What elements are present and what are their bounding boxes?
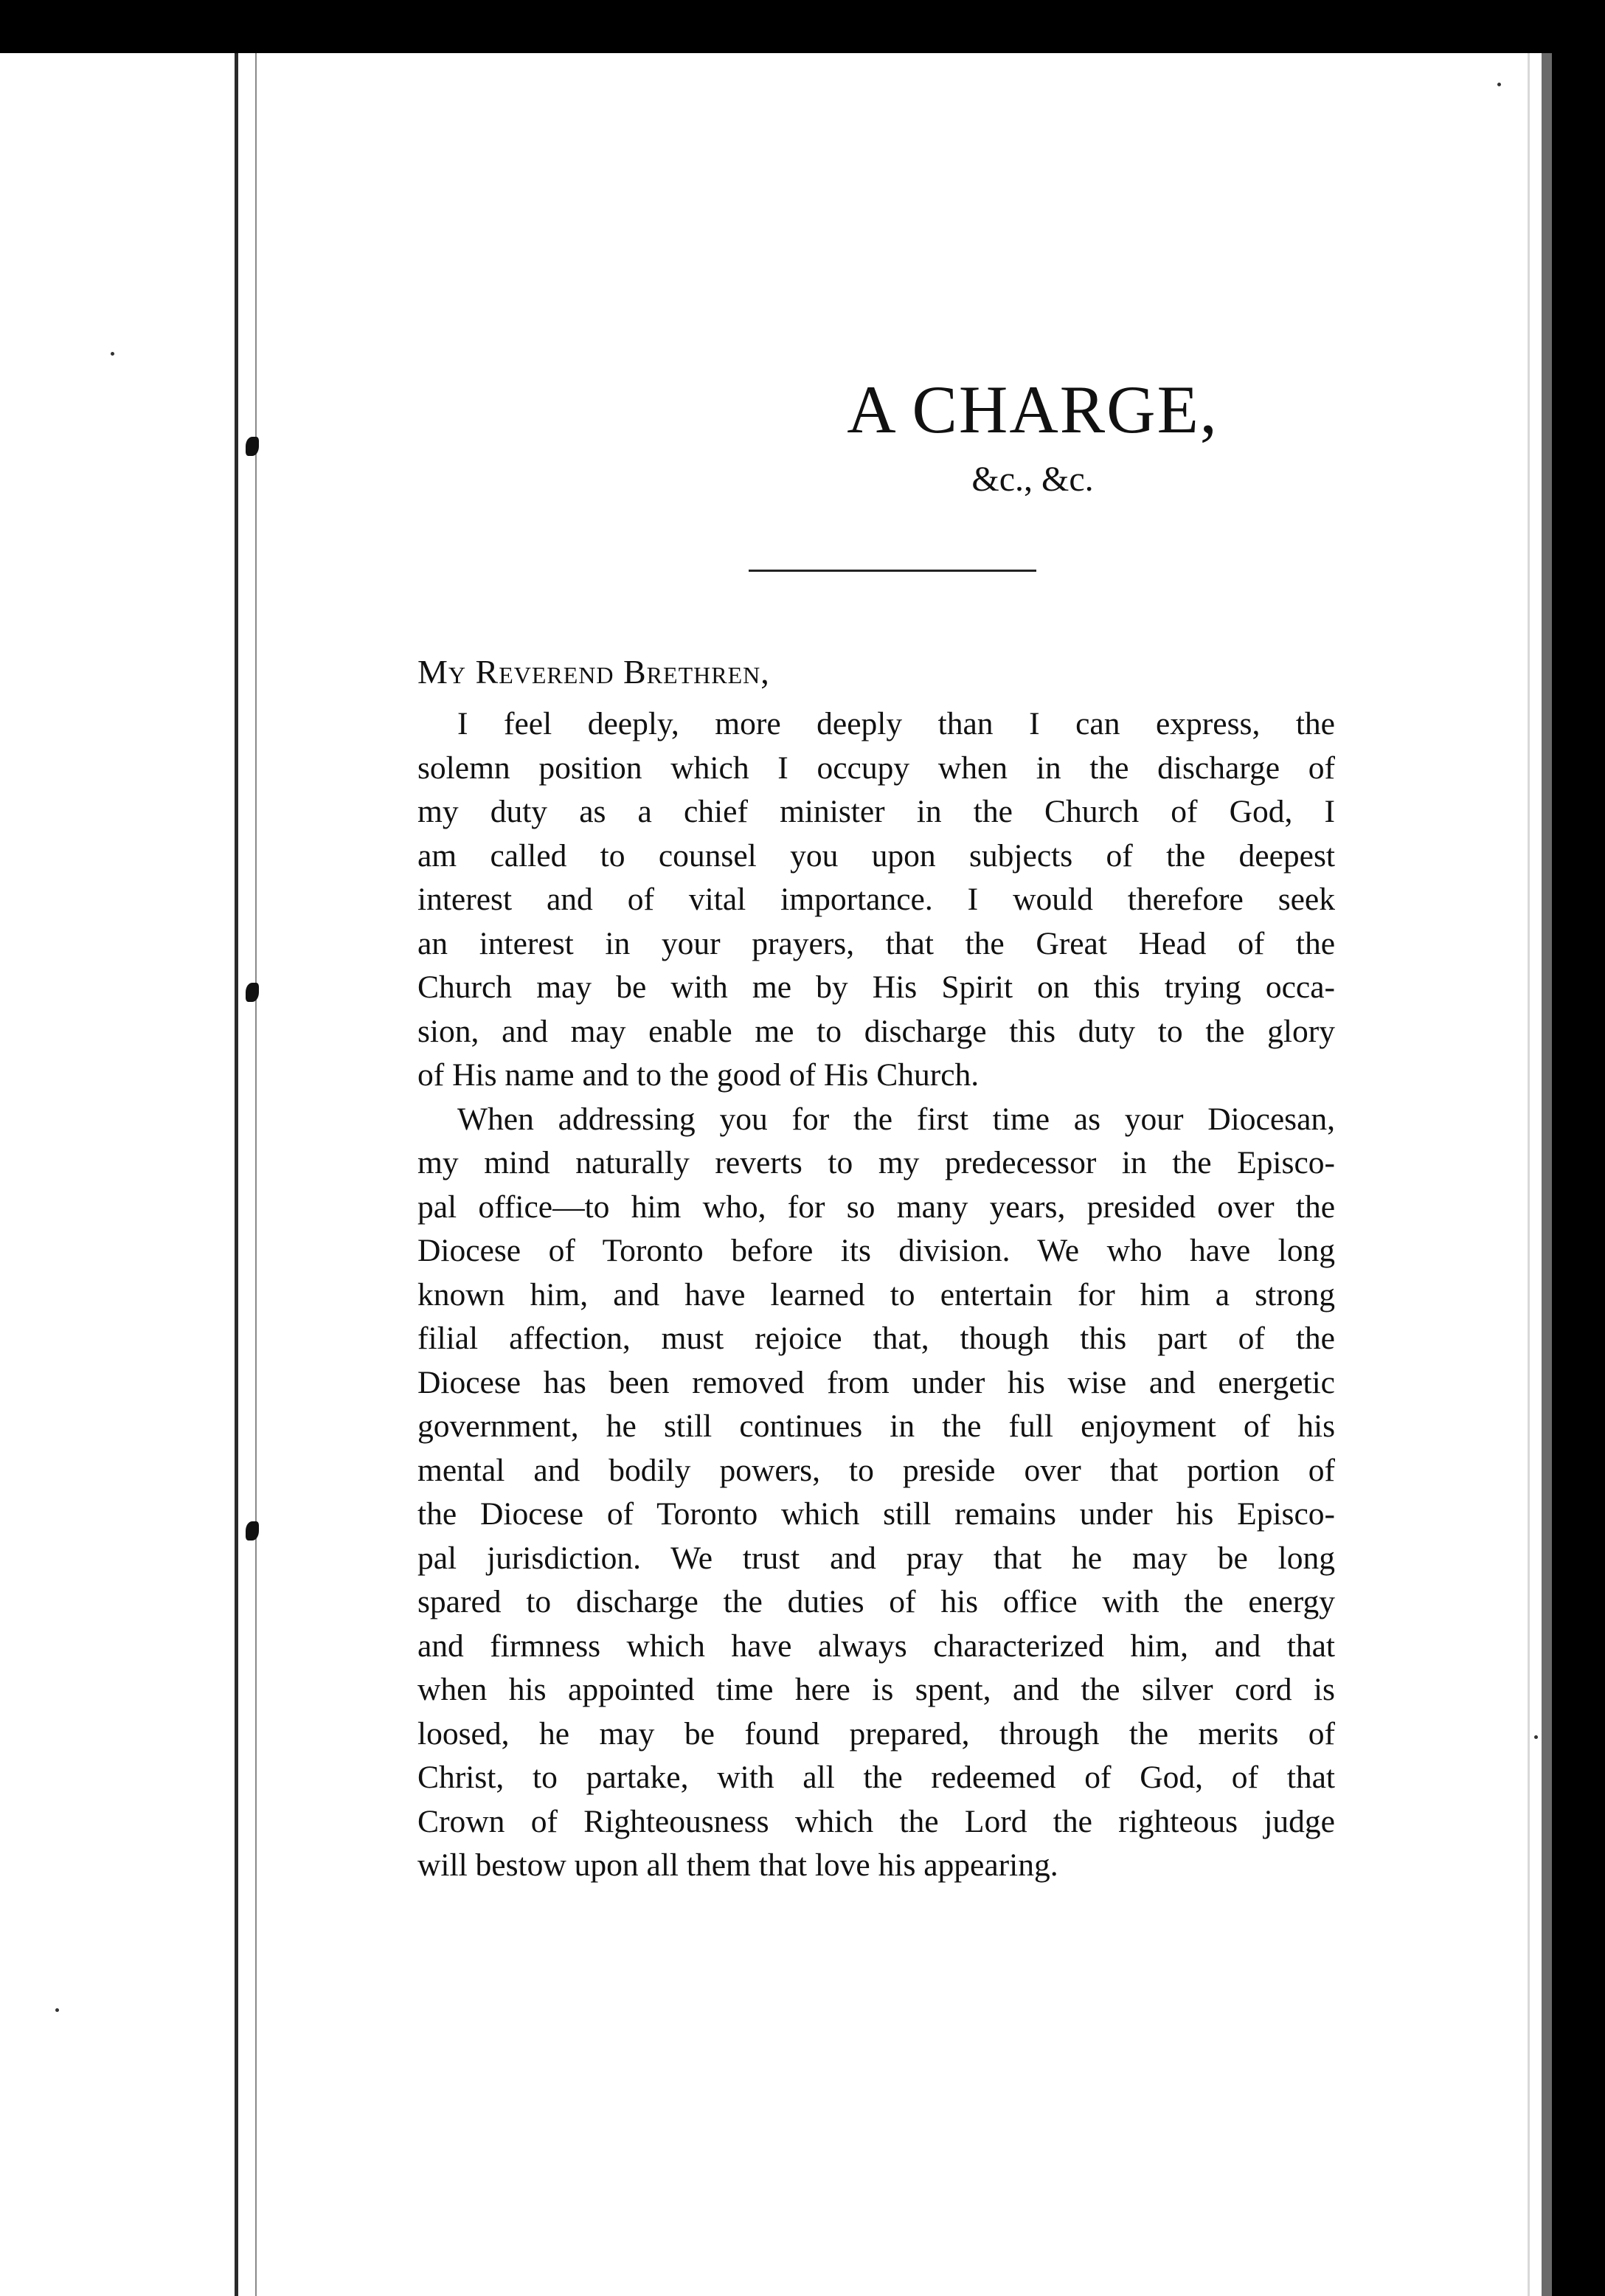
binding-stitch-mark — [246, 437, 259, 456]
text-line: pal office—to him who, for so many years, presided over the — [417, 1189, 1335, 1225]
binding-stitch-mark — [246, 1521, 259, 1541]
salutation: My Reverend Brethren, — [417, 653, 770, 691]
text-line: I feel deeply, more deeply than I can express, the — [457, 706, 1335, 741]
paper-speck — [1497, 83, 1501, 86]
text-line: Church may be with me by His Spirit on this trying occa- — [417, 969, 1335, 1005]
text-line: of His name and to the good of His Church. — [417, 1057, 980, 1093]
body-text — [417, 702, 1335, 1888]
page-outer-edge — [1542, 53, 1552, 2296]
text-line: mental and bodily powers, to preside over that portion of — [417, 1452, 1335, 1488]
text-line: am called to counsel you upon subjects of the deepest — [417, 837, 1335, 874]
text-line: Christ, to partake, with all the redeemed of God, of that — [417, 1760, 1335, 1795]
text-line: my mind naturally reverts to my predecessor in the Episco- — [417, 1145, 1335, 1180]
text-line: loosed, he may be found prepared, through the merits of — [417, 1715, 1335, 1752]
paper-speck — [111, 352, 114, 356]
text-line: Crown of Righteousness which the Lord the righteous judge — [417, 1803, 1335, 1839]
text-line: Diocese has been removed from under his wise and energetic — [417, 1364, 1335, 1400]
text-line: and firmness which have always characterized him, and that — [417, 1628, 1335, 1664]
text-line: when his appointed time here is spent, and the silver cord is — [417, 1672, 1335, 1707]
text-line: spared to discharge the duties of his office with the energy — [417, 1584, 1335, 1619]
text-line: the Diocese of Toronto which still remains under his Episco- — [417, 1496, 1335, 1532]
text-line: pal jurisdiction. We trust and pray that he may be long — [417, 1540, 1335, 1576]
page-inner-edge — [255, 53, 257, 2296]
text-line: Diocese of Toronto before its division. We who have long — [417, 1233, 1335, 1268]
book-page — [0, 53, 1552, 2296]
text-line: government, he still continues in the full enjoyment of his — [417, 1408, 1335, 1444]
paper-speck — [1534, 1735, 1538, 1739]
text-line: sion, and may enable me to discharge this duty to the glory — [417, 1013, 1335, 1049]
text-line: my duty as a chief minister in the Church of God, I — [417, 794, 1335, 829]
document-title: A CHARGE, — [847, 372, 1219, 447]
page-gutter-edge — [235, 53, 238, 2296]
document-subtitle: &c., &c. — [971, 460, 1094, 499]
text-line: known him, and have learned to entertain for him a strong — [417, 1276, 1335, 1313]
text-line: When addressing you for the first time as your Diocesan, — [457, 1101, 1335, 1137]
text-line: an interest in your prayers, that the Great Head of the — [417, 925, 1335, 961]
text-line: will bestow upon all them that love his appearing. — [417, 1847, 1058, 1883]
paper-speck — [55, 2008, 59, 2012]
text-line: solemn position which I occupy when in the discharge of — [417, 750, 1335, 786]
binding-stitch-mark — [246, 983, 259, 1002]
text-line: filial affection, must rejoice that, though this part of the — [417, 1321, 1335, 1356]
title-divider-rule — [749, 570, 1036, 572]
text-line: interest and of vital importance. I would therefore seek — [417, 882, 1335, 917]
